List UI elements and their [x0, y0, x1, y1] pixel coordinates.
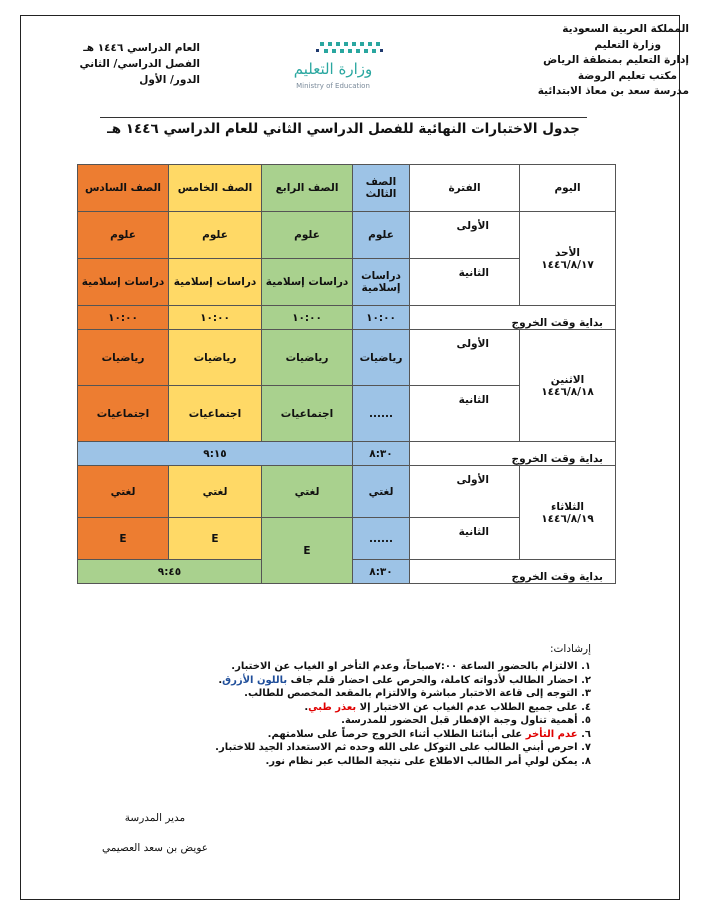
instruction-number: ٧. — [581, 742, 591, 753]
instruction-text: يمكن لولي أمر الطالب الاطلاع على نتيجة الطالب عبر نظام نور. — [265, 755, 578, 767]
period-second: الثانية — [410, 259, 520, 306]
exam-cell: علوم — [353, 212, 410, 259]
instruction-text: الالتزام بالحضور الساعة ٧:٠٠صباحاً، وعدم التأخر او الغياب عن الاختبار. — [231, 661, 578, 672]
exam-cell: دراسات إسلامية — [353, 259, 410, 306]
day-cell — [520, 466, 616, 560]
instruction-text: على أبنائنا الطلاب أثناء الخروج حرصاً على سلامتهم. — [267, 728, 526, 740]
instruction-number: ٤. — [581, 701, 591, 713]
day-cell — [520, 330, 616, 442]
exit-label: بداية وقت الخروج — [410, 560, 616, 584]
exit-time: ١٠:٠٠ — [262, 306, 353, 330]
signature-role: مدير المدرسة — [124, 812, 186, 824]
exam-cell: علوم — [169, 212, 262, 259]
signature-name: عويض بن سعد العصيمي — [101, 842, 209, 854]
exit-time: ١٠:٠٠ — [353, 306, 410, 330]
office-line: مكتب تعليم الروضة — [577, 69, 677, 82]
instruction-item — [171, 701, 591, 715]
semester: الفصل الدراسي/ الثاني — [79, 58, 200, 70]
day-name: الاثنين — [550, 373, 585, 386]
period-first: الأولى — [410, 466, 520, 518]
header-day: اليوم — [520, 165, 616, 212]
exit-time: ١٠:٠٠ — [78, 306, 169, 330]
exam-cell: E — [78, 518, 169, 560]
instructions-title: إرشادات: — [549, 643, 591, 655]
admin-line: إدارة التعليم بمنطقة الرياض — [543, 54, 689, 66]
exam-cell: اجتماعيات — [169, 386, 262, 442]
table-row — [78, 466, 616, 518]
table-header-row — [78, 165, 616, 212]
exit-time: ١٠:٠٠ — [169, 306, 262, 330]
header-right — [469, 22, 689, 100]
day-name: الأحد — [554, 246, 581, 259]
header-grade3: الصف الثالث — [353, 165, 410, 212]
exam-cell: E — [169, 518, 262, 560]
exit-label: بداية وقت الخروج — [410, 442, 616, 466]
instruction-item — [171, 660, 591, 674]
ministry-line: وزارة التعليم — [594, 38, 661, 51]
exam-cell: علوم — [78, 212, 169, 259]
title-rule — [100, 117, 587, 118]
instruction-number: ٦. — [581, 728, 591, 740]
exit-label: بداية وقت الخروج — [410, 306, 616, 330]
exit-row — [78, 306, 616, 330]
instruction-number: ٨. — [581, 755, 591, 767]
exam-cell: لغتي — [78, 466, 169, 518]
instruction-text: احضار الطالب لأدواته كاملة، والحرص على احضار قلم جاف — [287, 674, 578, 686]
instruction-number: ١. — [581, 661, 591, 672]
header-left — [30, 40, 200, 88]
exam-cell: لغتي — [262, 466, 353, 518]
period-second: الثانية — [410, 386, 520, 442]
exam-cell: اجتماعيات — [78, 386, 169, 442]
instruction-item — [171, 728, 591, 742]
instruction-item — [171, 714, 591, 728]
table-row — [78, 330, 616, 386]
instruction-text: احرص أبني الطالب على التوكل على الله وحده ثم الاستعداد الجيد للاختبار. — [215, 742, 578, 753]
exam-cell: دراسات إسلامية — [262, 259, 353, 306]
instruction-number: ٥. — [581, 715, 591, 726]
exit-time: ٩:١٥ — [78, 442, 353, 466]
day-date: ١٤٤٦/٨/١٨ — [541, 385, 594, 398]
exit-time: ٨:٣٠ — [353, 560, 410, 584]
period-first: الأولى — [410, 330, 520, 386]
page-title: جدول الاختبارات النهائية للفصل الدراسي الثاني للعام الدراسي ١٤٤٦ هـ — [107, 121, 580, 137]
exit-time: ٨:٣٠ — [353, 442, 410, 466]
day-date: ١٤٤٦/٨/١٧ — [541, 258, 594, 271]
exam-cell: E — [262, 518, 353, 584]
period-second: الثانية — [410, 518, 520, 560]
logo-arabic: وزارة التعليم — [293, 60, 373, 78]
round: الدور/ الأول — [139, 74, 200, 86]
header-grade5: الصف الخامس — [169, 165, 262, 212]
header-period: الفترة — [410, 165, 520, 212]
exam-cell: ...... — [353, 386, 410, 442]
table-row — [78, 212, 616, 259]
exit-time: ٩:٤٥ — [78, 560, 262, 584]
exam-cell: رياضيات — [262, 330, 353, 386]
academic-year: العام الدراسي ١٤٤٦ هـ — [83, 42, 200, 54]
ministry-logo — [268, 38, 398, 98]
instruction-text: . — [218, 674, 223, 686]
instruction-number: ٣. — [581, 688, 591, 699]
exam-cell: دراسات إسلامية — [78, 259, 169, 306]
instruction-item — [171, 755, 591, 769]
exam-cell: لغتي — [353, 466, 410, 518]
exam-cell: لغتي — [169, 466, 262, 518]
instruction-number: ٢. — [581, 674, 591, 686]
instruction-text: أهمية تناول وجبة الإفطار قبل الحضور للمدرسة. — [341, 715, 578, 726]
exit-row — [78, 442, 616, 466]
instruction-item — [171, 687, 591, 701]
instruction-item — [171, 674, 591, 688]
instructions-list — [171, 660, 591, 768]
exam-cell: دراسات إسلامية — [169, 259, 262, 306]
logo-english: Ministry of Education — [296, 82, 370, 90]
instruction-item — [171, 741, 591, 755]
period-first: الأولى — [410, 212, 520, 259]
instruction-highlight: باللون الأزرق — [222, 674, 288, 686]
day-date: ١٤٤٦/٨/١٩ — [541, 512, 594, 525]
exam-cell: اجتماعيات — [262, 386, 353, 442]
header-grade4: الصف الرابع — [262, 165, 353, 212]
instruction-text: التوجه إلى قاعة الاختبار مباشرة والالتزام بالمقعد المخصص للطالب. — [244, 688, 578, 699]
exam-schedule-table — [77, 164, 616, 584]
exam-cell: ...... — [353, 518, 410, 560]
exam-cell: رياضيات — [78, 330, 169, 386]
instruction-highlight: عدم التأخر — [525, 728, 578, 740]
day-cell — [520, 212, 616, 306]
day-name: الثلاثاء — [550, 500, 585, 513]
exam-cell: رياضيات — [353, 330, 410, 386]
instruction-text: . — [304, 701, 309, 713]
header-grade6: الصف السادس — [78, 165, 169, 212]
exam-cell: رياضيات — [169, 330, 262, 386]
kingdom-line: المملكة العربية السعودية — [562, 23, 689, 35]
instruction-text: على جميع الطلاب عدم الغياب عن الاختبار إلا — [356, 701, 578, 713]
exam-cell: علوم — [262, 212, 353, 259]
instruction-highlight: بعذر طبي — [308, 701, 357, 713]
school-line: مدرسة سعد بن معاذ الابتدائية — [537, 85, 689, 97]
